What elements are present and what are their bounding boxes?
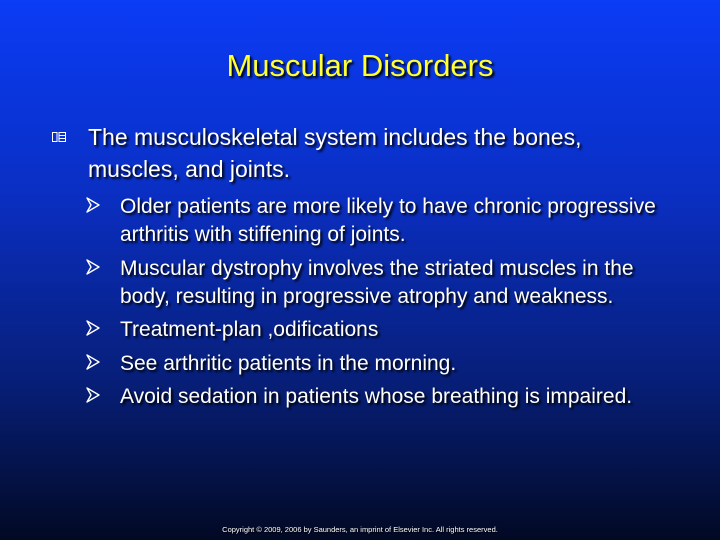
bullet-icon xyxy=(52,131,66,145)
main-bullet-text: The musculoskeletal system includes the bones, muscles, and joints. xyxy=(88,124,582,182)
sub-bullet-text: Avoid sedation in patients whose breathing is impaired. xyxy=(120,385,633,408)
sub-bullet-item xyxy=(85,193,665,249)
sub-bullet-item xyxy=(85,316,665,344)
sub-bullet-text: Muscular dystrophy involves the striated muscles in the body, resulting in progressive atrophy and weakness. xyxy=(120,256,634,308)
sub-bullet-text: Older patients are more likely to have chronic progressive arthritis with stiffening of joints. xyxy=(120,195,656,246)
sub-bullet-list xyxy=(85,193,665,417)
arrowhead-bullet-icon xyxy=(85,351,105,379)
sub-bullet-text: Treatment-plan ,odifications xyxy=(120,318,379,341)
arrowhead-bullet-icon xyxy=(85,256,105,284)
arrowhead-bullet-icon xyxy=(85,317,105,345)
arrowhead-bullet-icon xyxy=(85,384,105,412)
slide-title: Muscular Disorders xyxy=(226,48,494,83)
sub-bullet-item xyxy=(85,255,665,311)
sub-bullet-text: See arthritic patients in the morning. xyxy=(120,351,457,375)
sub-bullet-item xyxy=(85,383,665,411)
arrowhead-bullet-icon xyxy=(85,194,105,222)
copyright-footer: Copyright © 2009, 2006 by Saunders, an imprint of Elsevier Inc. All rights reserved. xyxy=(222,525,498,534)
sub-bullet-item xyxy=(85,350,665,378)
